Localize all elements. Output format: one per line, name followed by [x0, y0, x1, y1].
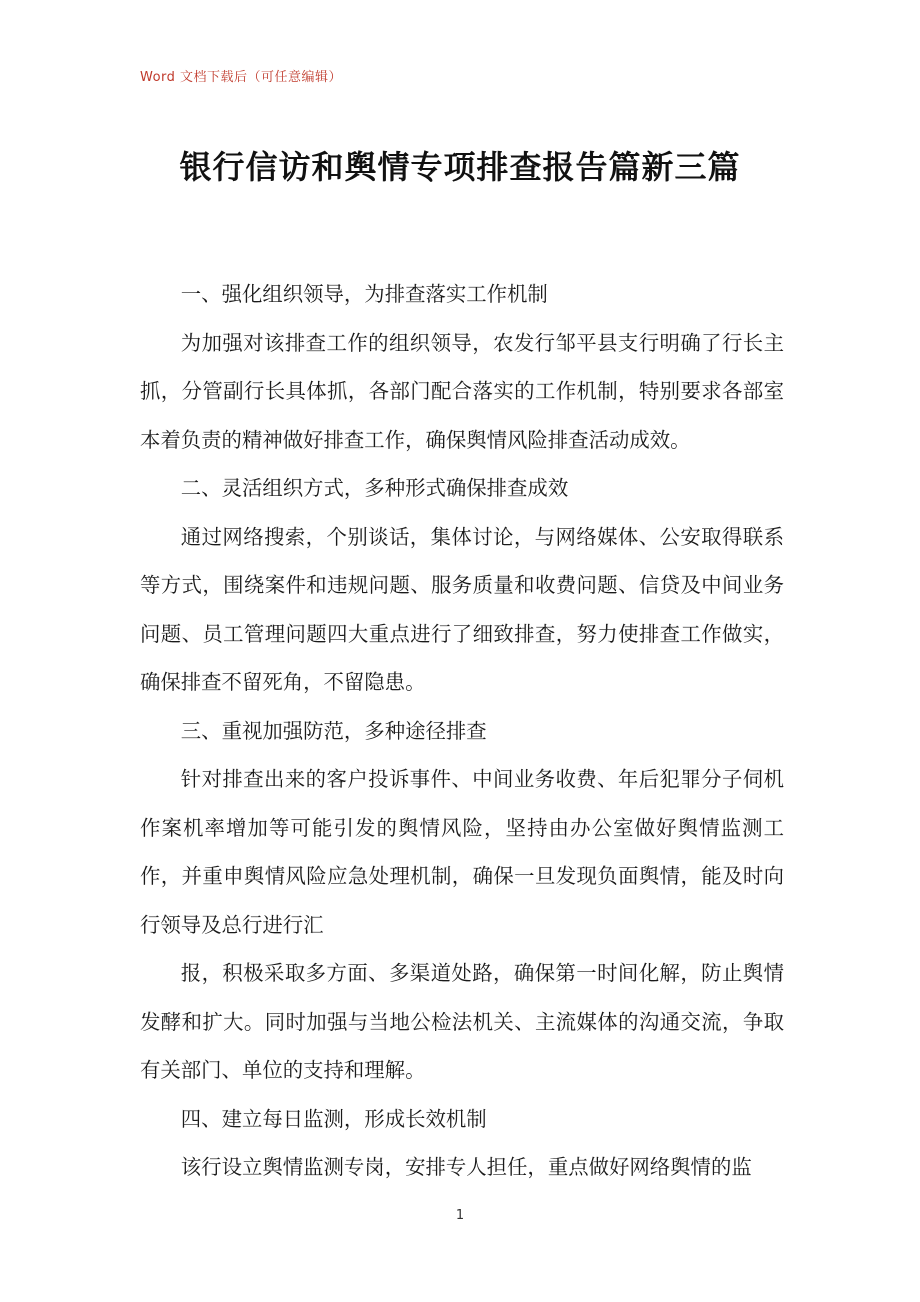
- paragraph: 针对排查出来的客户投诉事件、中间业务收费、年后犯罪分子伺机作案机率增加等可能引发的舆情风险，坚持由办公室做好舆情监测工作，并重申舆情风险应急处理机制，确保一旦发现负面舆情，能及时向行领导及总行进行汇: [140, 767, 784, 937]
- paragraph: 通过网络搜索，个别谈话，集体讨论，与网络媒体、公安取得联系等方式，围绕案件和违规问题、服务质量和收费问题、信贷及中间业务问题、员工管理问题四大重点进行了细致排查，努力使排查工作做实，确保排查不留死角，不留隐患。: [140, 524, 784, 694]
- document-body: [140, 270, 784, 1192]
- paragraph: 该行设立舆情监测专岗，安排专人担任，重点做好网络舆情的监: [180, 1155, 752, 1179]
- section-heading-4: 四、建立每日监测，形成长效机制: [180, 1106, 487, 1131]
- section-heading-3: 三、重视加强防范，多种途径排查: [180, 718, 487, 743]
- paragraph: 报，积极采取多方面、多渠道处路，确保第一时间化解，防止舆情发酵和扩大。同时加强与当地公检法机关、主流媒体的沟通交流，争取有关部门、单位的支持和理解。: [140, 961, 784, 1082]
- document-title: 银行信访和舆情专项排查报告篇新三篇: [179, 148, 741, 186]
- paragraph: 为加强对该排查工作的组织领导，农发行邹平县支行明确了行长主抓，分管副行长具体抓，各部门配合落实的工作机制，特别要求各部室本着负责的精神做好排查工作，确保舆情风险排查活动成效。: [140, 330, 784, 452]
- section-heading-2: 二、灵活组织方式，多种形式确保排查成效: [180, 476, 569, 500]
- header-note: Word 文档下载后（可任意编辑）: [140, 70, 343, 85]
- page-number: 1: [455, 1208, 465, 1223]
- section-heading-1: 一、强化组织领导，为排查落实工作机制: [180, 282, 548, 306]
